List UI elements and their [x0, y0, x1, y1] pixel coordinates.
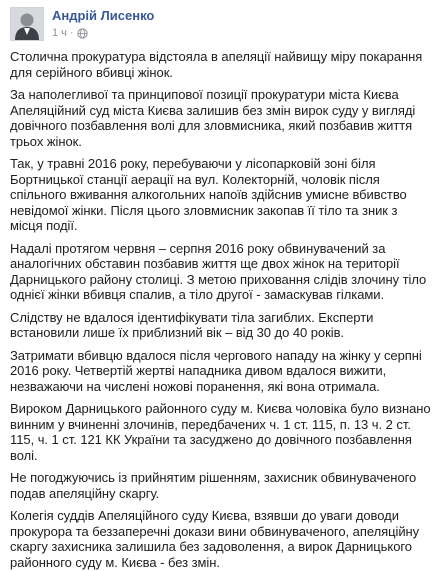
- post-meta: [52, 8, 154, 40]
- post-paragraph: Так, у травні 2016 року, перебуваючи у лісопарковій зоні біля Бортницької станції аерації на вул. Колекторній, чоловік після спільного вживання алкогольних напоїв здійснив умисне вбивство невідомої жінки. Після цього зловмисник закопав її тіло та зник з місця події.: [10, 156, 407, 233]
- globe-icon[interactable]: [77, 28, 88, 39]
- post-paragraph: Вироком Дарницького районного суду м. Києва чоловіка було визнано винним у вчиненні злочинів, передбачених ч. 1 ст. 115, п. 13 ч. 2 ст. 115, ч. 1 ст. 121 КК України та засуджено до довічного позбавлення волі.: [10, 401, 431, 463]
- post-paragraph: Колегія суддів Апеляційного суду Києва, взявши до уваги доводи прокурора та беззаперечні докази вини обвинуваченого, апеляційну скаргу захисника залишила без задоволення, а вирок Дарницького районного суду м. Києва - без змін.: [10, 508, 420, 570]
- post-header: [10, 6, 432, 42]
- avatar[interactable]: [10, 7, 44, 41]
- post-paragraph: Столична прокуратура відстояла в апеляції найвищу міру покарання для серійного вбивці жінок.: [10, 49, 423, 80]
- author-name[interactable]: Андрій Лисенко: [52, 8, 155, 23]
- post-paragraph: Надалі протягом червня – серпня 2016 року обвинувачений за аналогічних обставин позбавив життя ще двох жінок на території Дарницького району столиці. З метою приховання слідів злочину тіло однієї жінки вбивця спалив, а тіло другої - замаскував гілками.: [10, 240, 427, 302]
- post-timestamp[interactable]: 1 ч: [52, 27, 67, 39]
- separator-dot: ·: [69, 27, 74, 39]
- post-paragraph: Затримати вбивцю вдалося після чергового нападу на жінку у серпні 2016 року. Четвертій жертві нападника дивом вдалося вижити, незважаючи на числені ножові поранення, які вона отримала.: [10, 347, 422, 394]
- avatar-portrait-icon: [11, 8, 43, 40]
- post-paragraph: За наполегливої та принципової позиції прокуратури міста Києва Апеляційний суд міста Києва залишив без змін вирок суду у вигляді довічного позбавлення волі для зловмисника, який позбавив життя трьох жінок.: [10, 87, 416, 149]
- post-subline: [52, 26, 154, 40]
- post-paragraph: Слідству не вдалося ідентифікувати тіла загиблих. Експерти встановили лише їх приблизний вік – від 30 до 40 років.: [10, 309, 374, 340]
- post-body: [10, 49, 432, 570]
- post-paragraph: Не погоджуючись із прийнятим рішенням, захисник обвинуваченого подав апеляційну скаргу.: [10, 470, 417, 501]
